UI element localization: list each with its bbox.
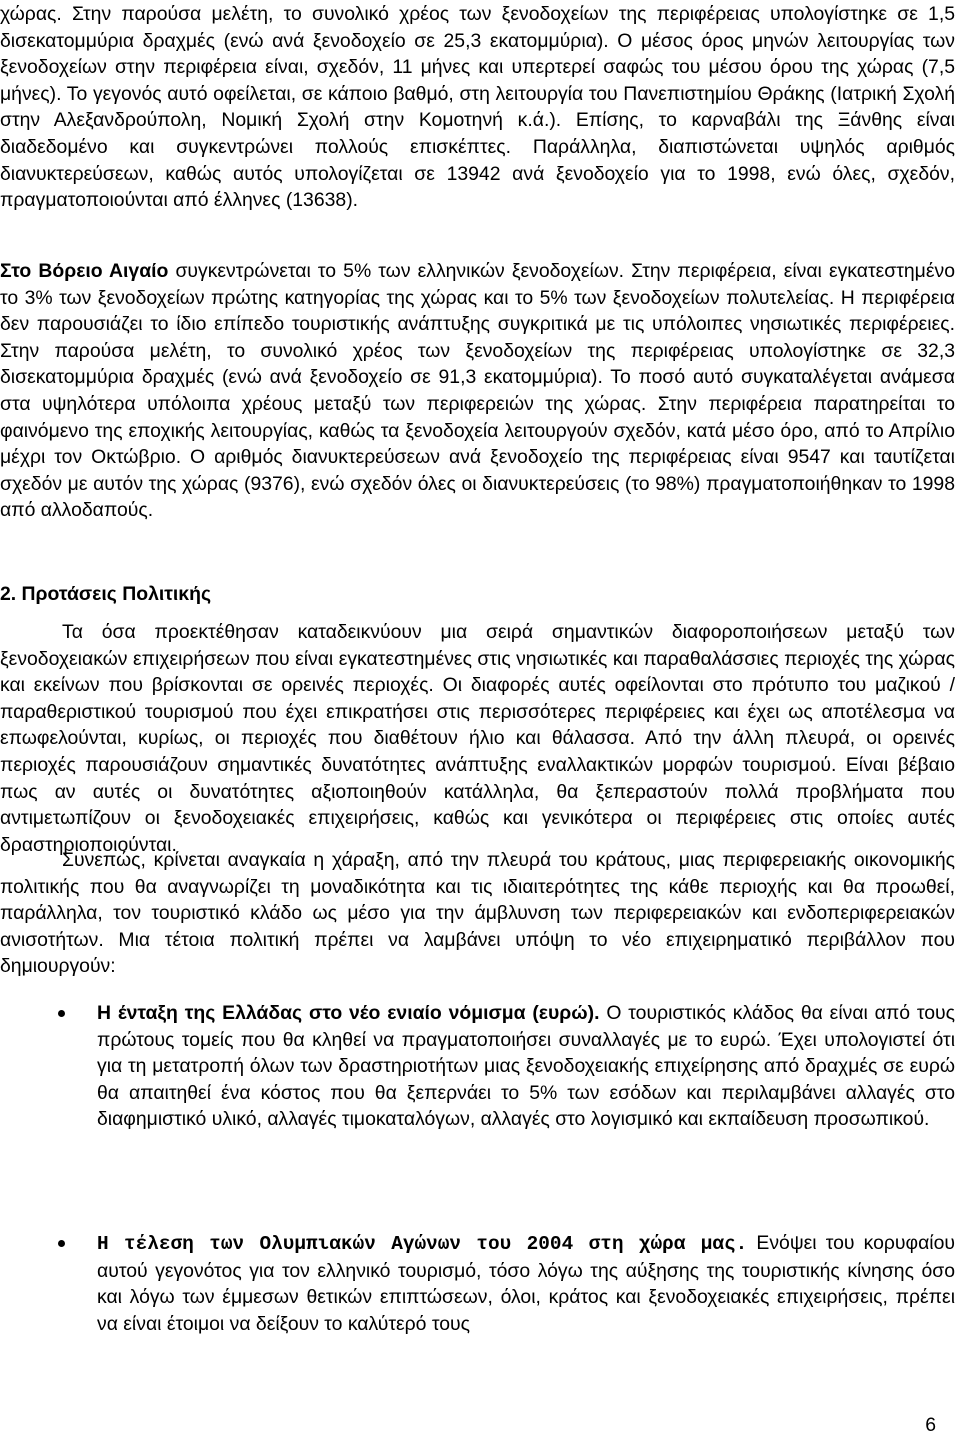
paragraph-2 <box>0 258 955 524</box>
paragraph-3 <box>0 619 955 858</box>
bullet-dot-icon <box>58 1010 65 1017</box>
paragraph-1 <box>0 1 955 214</box>
bullet-item-text <box>97 1230 955 1337</box>
bullet-item-body: Ο τουριστικός κλάδος θα είναι από τους πρώτους τομείς που θα κληθεί να πραγματοποιήσει συναλλαγές με το ευρώ. Έχει υπολογιστεί ότι για τη μετατροπή όλων των δραστηριοτήτων μιας ξενοδοχειακής επιχείρησης από δραχμές σε ευρώ θα απαιτηθεί ένα κόστος που θα ξεπερνάει το 5% των εσόδων και περιλαμβάνει αλλαγές στο διαφημιστικό υλικό, αλλαγές τιμοκαταλόγων, αλλαγές στο λογισμικό και εκπαίδευση προσωπικού. <box>97 1002 956 1131</box>
section-heading: 2. Προτάσεις Πολιτικής <box>0 583 212 605</box>
bullet-dot-icon <box>58 1240 65 1247</box>
paragraph-1-text: χώρας. Στην παρούσα μελέτη, το συνολικό χρέος των ξενοδοχείων της περιφέρειας υπολογίστηκε σε 1,5 δισεκατομμύρια δραχμές (ενώ ανά ξενοδοχείο σε 25,3 εκατομμύρια). Ο μέσος όρος μηνών λειτουργίας των ξενοδοχείων στην περιφέρεια είναι, σχεδόν, 11 μήνες και υπερτερεί σαφώς του μέσου όρου της χώρας (7,5 μήνες). Το γεγονός αυτό οφείλεται, σε κάποιο βαθμό, στη λειτουργία του Πανεπιστημίου Θράκης (Ιατρική Σχολή στην Αλεξανδρούπολη, Νομική Σχολή στην Κομοτηνή κ.ά.). Επίσης, το καρναβάλι της Ξάνθης είναι διαδεδομένο και συγκεντρώνει πολλούς επισκέπτες. Παράλληλα, διαπιστώνεται υψηλός αριθμός διανυκτερεύσεων, καθώς αυτός υπολογίζεται σε 13942 ανά ξενοδοχείο για το 1998, ενώ όλες, σχεδόν, πραγματοποιούνται από έλληνες (13638). <box>0 3 955 212</box>
bullet-item-body: Ενόψει του κορυφαίου αυτού γεγονότος για τον ελληνικό τουρισμό, τόσο λόγω της αύξησης της τουριστικής κίνησης όσο και λόγω των έμμεσων θετικών επιπτώσεων, όλοι, κράτος και ξενοδοχειακές επιχειρήσεις, πρέπει να είναι έτοιμοι να δείξουν το καλύτερό τους <box>97 1232 955 1335</box>
paragraph-2-bold-lead: Στο Βόρειο Αιγαίο <box>0 260 169 282</box>
bullet-item-text <box>97 1000 955 1133</box>
paragraph-2-text: συγκεντρώνεται το 5% των ελληνικών ξενοδοχείων. Στην περιφέρεια, είναι εγκατεστημένο το 3% των ξενοδοχείων πρώτης κατηγορίας της χώρας και το 5% των ξενοδοχείων πολυτελείας. Η περιφέρεια δεν παρουσιάζει το ίδιο επίπεδο τουριστικής ανάπτυξης συγκριτικά με τις υπόλοιπες νησιωτικές περιφέρειες. Στην παρούσα μελέτη, το συνολικό χρέος των ξενοδοχείων της περιφέρειας υπολογίστηκε σε 32,3 δισεκατομμύρια δραχμές (ενώ ανά ξενοδοχείο σε 91,3 εκατομμύρια). Το ποσό αυτό συγκαταλέγεται ανάμεσα στα υψηλότερα υπόλοιπα χρέους μεταξύ των περιφερειών της χώρας. Στην περιφέρεια παρατηρείται το φαινόμενο της εποχικής λειτουργίας, καθώς τα ξενοδοχεία λειτουργούν σχεδόν, κατά μέσο όρο, από το Απρίλιο μέχρι τον Οκτώβριο. Ο αριθμός διανυκτερεύσεων ανά ξενοδοχείο της περιφέρειας είναι 9547 και ταυτίζεται σχεδόν με αυτόν της χώρας (9376), ενώ σχεδόν όλες οι διανυκτερεύσεις (το 98%) πραγματοποιήθηκαν το 1998 από αλλοδαπούς. <box>0 260 955 522</box>
paragraph-3-text: Τα όσα προεκτέθησαν καταδεικνύουν μια σειρά σημαντικών διαφοροποιήσεων μεταξύ των ξενοδοχειακών επιχειρήσεων που είναι εγκατεστημένες στις νησιωτικές και παραθαλάσσιες περιοχές της χώρας και εκείνων που βρίσκονται σε ορεινές περιοχές. Οι διαφορές αυτές οφείλονται στο πρότυπο του μαζικού /παραθεριστικού τουρισμού που έχει επικρατήσει στις περισσότερες περιφέρειες και έχει ως αποτέλεσμα να επωφελούνται, κυρίως, οι περιοχές που διαθέτουν ήλιο και θάλασσα. Από την άλλη πλευρά, οι ορεινές περιοχές παρουσιάζουν σημαντικές δυνατότητες ανάπτυξης εναλλακτικών μορφών τουρισμού. Είναι βέβαιο πως αν αυτές οι δυνατότητες αξιοποιηθούν κατάλληλα, θα ξεπεραστούν πολλά προβλήματα που αντιμετωπίζουν οι ξενοδοχειακές επιχειρήσεις, καθώς και γενικότερα οι περιφέρειες στις οποίες αυτές δραστηριοποιούνται. <box>0 621 955 856</box>
bullet-item-bold-lead: Η τέλεση των Ολυμπιακών Αγώνων του 2004 στη χώρα μας. <box>97 1233 748 1255</box>
bullet-item-bold-lead: Η ένταξη της Ελλάδας στο νέο ενιαίο νόμισμα (ευρώ). <box>97 1002 600 1024</box>
page-number: 6 <box>925 1414 936 1436</box>
paragraph-4-text: Συνεπώς, κρίνεται αναγκαία η χάραξη, από την πλευρά του κράτους, μιας περιφερειακής οικονομικής πολιτικής που θα αναγνωρίζει τη μοναδικότητα και τις ιδιαιτερότητες της κάθε περιοχής και θα προωθεί, παράλληλα, τον τουριστικό κλάδο ως μέσο για την άμβλυνση των περιφερειακών και ενδοπεριφερειακών ανισοτήτων. Μια τέτοια πολιτική πρέπει να λαμβάνει υπόψη το νέο επιχειρηματικό περιβάλλον που δημιουργούν: <box>0 849 955 978</box>
paragraph-4 <box>0 847 955 980</box>
